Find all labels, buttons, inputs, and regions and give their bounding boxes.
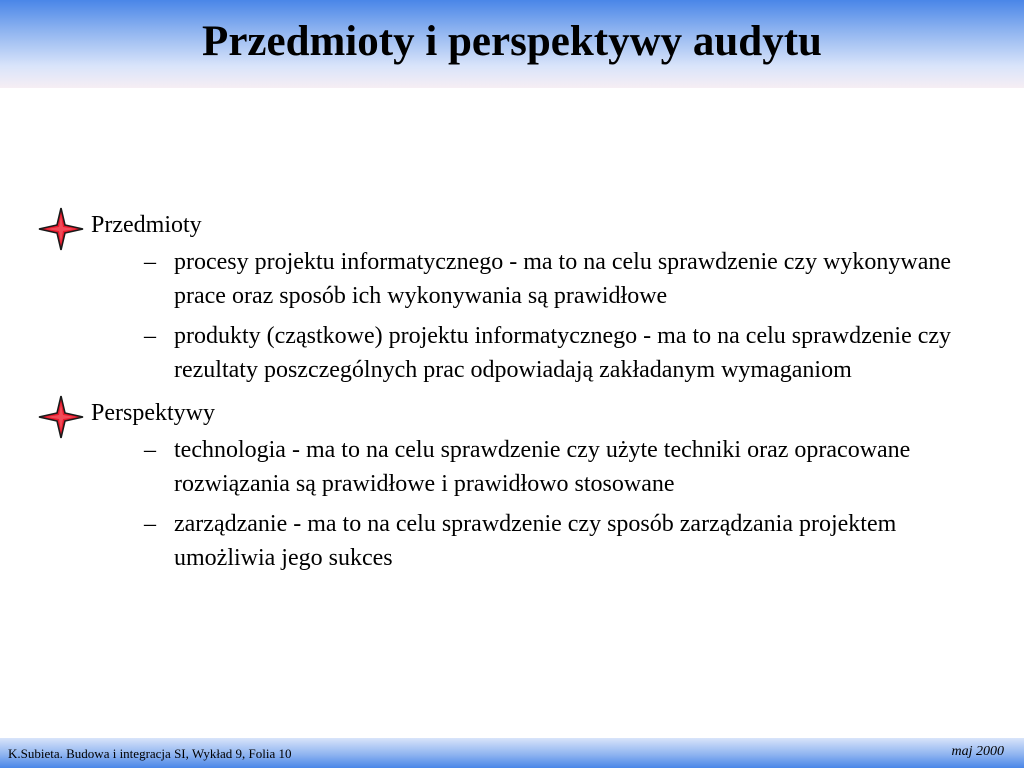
dash-marker: –	[144, 249, 156, 275]
list-item	[0, 433, 954, 501]
dash-marker: –	[144, 323, 156, 349]
list-item-text: zarządzanie - ma to na celu sprawdzenie czy sposób zarządzania projektem umożliwia jego sukces	[174, 511, 897, 571]
list-item-text: procesy projektu informatycznego - ma to na celu sprawdzenie czy wykonywane prace oraz sposób ich wykonywania są prawidłowe	[174, 249, 952, 309]
list-item-text: produkty (cząstkowe) projektu informatycznego - ma to na celu sprawdzenie czy rezultaty poszczególnych prac odpowiadają zakładanym wymaganiom	[174, 323, 952, 383]
slide-title: Przedmioty i perspektywy audytu	[202, 18, 822, 65]
list-item	[0, 245, 954, 313]
list-item	[0, 319, 954, 387]
section-heading-row	[0, 205, 1024, 245]
section-heading-row	[0, 393, 1024, 433]
footer-course-info: K.Subieta. Budowa i integracja SI, Wykład 9, Folia 10	[8, 746, 292, 761]
slide-content	[0, 205, 1024, 581]
dash-marker: –	[144, 511, 156, 537]
section-heading: Perspektywy	[91, 400, 215, 426]
section-heading: Przedmioty	[91, 212, 202, 238]
footer-date: maj 2000	[951, 744, 1004, 759]
list-item-text: technologia - ma to na celu sprawdzenie czy użyte techniki oraz opracowane rozwiązania są prawidłowe i prawidłowo stosowane	[174, 437, 911, 497]
dash-marker: –	[144, 437, 156, 463]
list-item	[0, 507, 954, 575]
